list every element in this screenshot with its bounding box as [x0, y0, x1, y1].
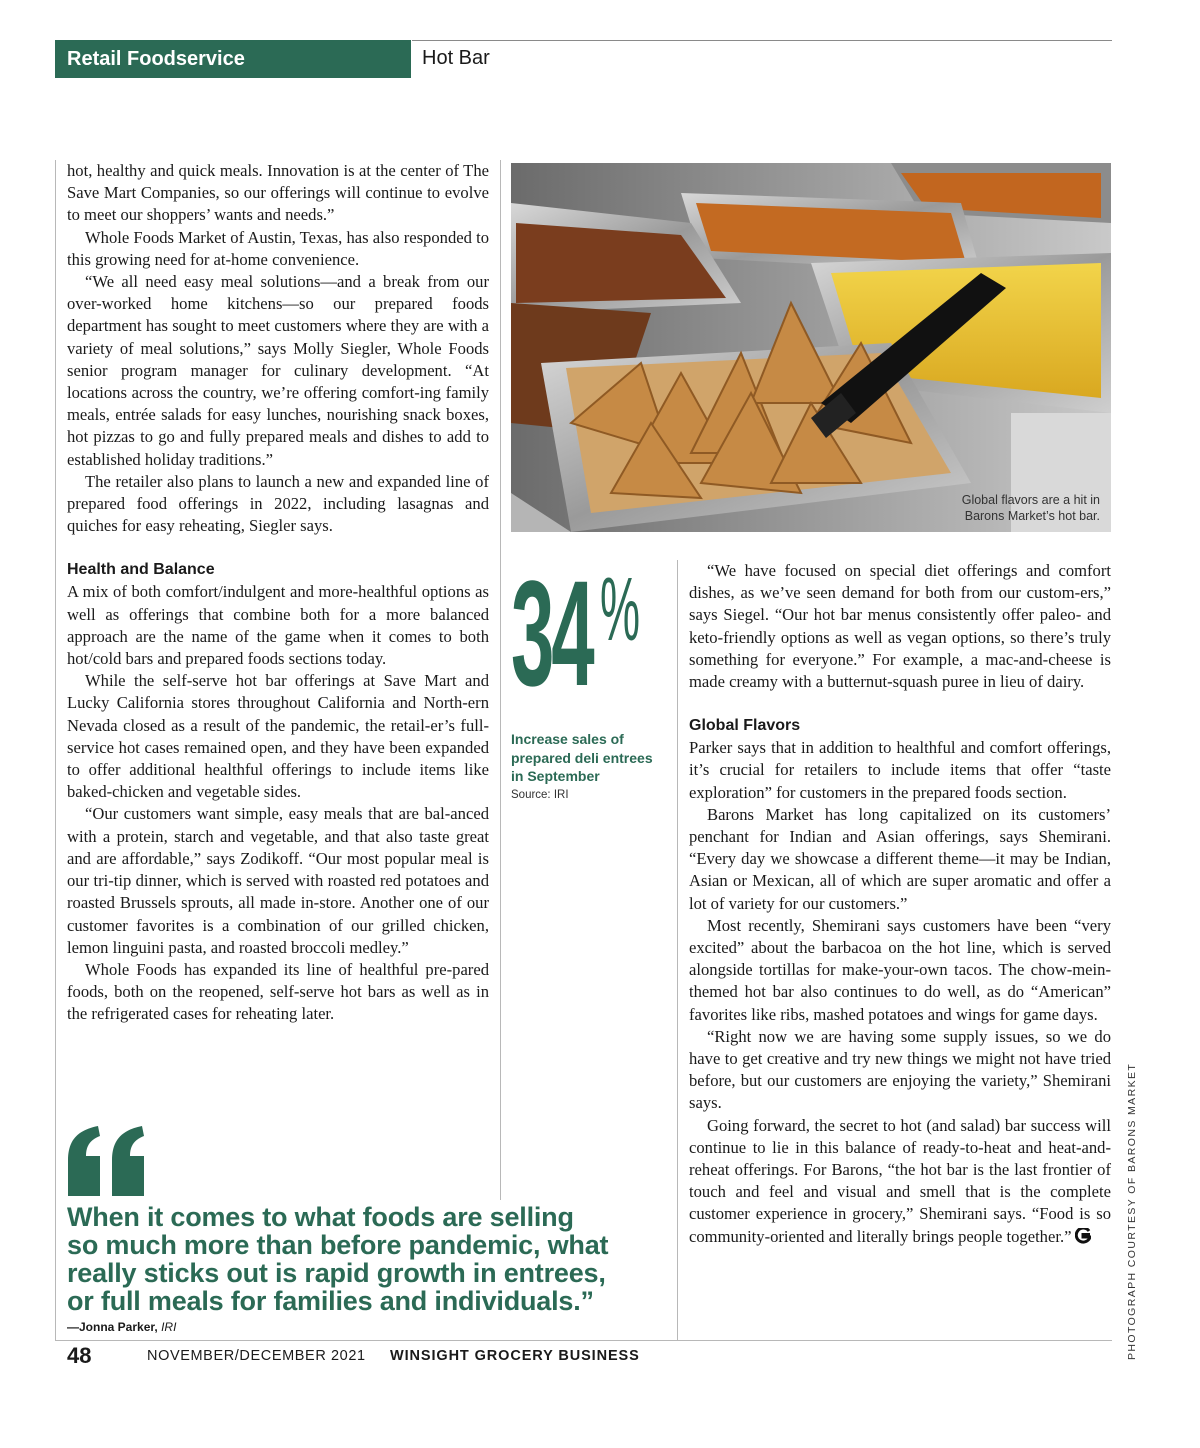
- body-paragraph: [67, 471, 489, 538]
- body-paragraph: [689, 915, 1111, 1026]
- pull-quote-line: really sticks out is rapid growth in entrees,: [67, 1258, 606, 1288]
- body-paragraph: [67, 581, 489, 670]
- column-rule-middle: [500, 160, 501, 1200]
- paragraph-text: “Right now we are having some supply issues, so we do have to get creative and try new things we might not have tried before, but our customers are enjoying the variety,” Shemirani says.: [689, 1026, 1111, 1113]
- body-paragraph: [67, 160, 489, 227]
- body-paragraph: [67, 271, 489, 471]
- header-rule: [412, 40, 1112, 41]
- photo-credit: PHOTOGRAPH COURTESY OF BARONS MARKET: [1126, 1062, 1138, 1360]
- paragraph-text: Most recently, Shemirani says customers have been “very excited” about the barbacoa on the hot line, which is served alongside tortillas for make-your-own tacos. The chow-mein-themed hot bar also continues to do well, as do “American” favorites like ribs, mashed potatoes and wings for game days.: [689, 915, 1111, 1024]
- body-paragraph: [67, 670, 489, 803]
- paragraph-text: Whole Foods Market of Austin, Texas, has also responded to this growing need for at-home convenience.: [67, 227, 489, 269]
- paragraph-text: “We have focused on special diet offerings and comfort dishes, as we’ve seen demand for both from our custom-ers,” says Siegel. “Our hot bar menus consistently offer paleo- and keto-friendly options as well as vegan options, so there’s truly something for everyone.” For example, a mac-and-cheese is made creamy with a butternut-squash puree in lieu of dairy.: [689, 561, 1111, 692]
- body-paragraph: [689, 1115, 1111, 1248]
- pull-quote-line: or full meals for families and individuals.”: [67, 1286, 594, 1316]
- bottom-rule: [55, 1340, 1112, 1341]
- body-paragraph: [689, 804, 1111, 915]
- article-column-right: [689, 560, 1111, 1248]
- issue-date: NOVEMBER/DECEMBER 2021: [147, 1348, 366, 1364]
- paragraph-text: The retailer also plans to launch a new and expanded line of prepared food offerings in 2022, including lasagnas and quiches for easy reheating, Siegler says.: [67, 471, 489, 536]
- section-tab: Retail Foodservice: [55, 40, 411, 78]
- publication-name: WINSIGHT GROCERY BUSINESS: [390, 1348, 640, 1364]
- body-paragraph: [67, 227, 489, 271]
- hot-bar-illustration: [511, 163, 1111, 532]
- section-subtitle: Hot Bar: [422, 47, 490, 69]
- photo-caption: [940, 492, 1100, 524]
- paragraph-text: While the self-serve hot bar offerings at Save Mart and Lucky California stores throughout California and North-ern Nevada closed as a result of the pandemic, the retail-er’s full-service hot cases remained open, and they have been expanded to offer additional healthful offerings to include items like baked-chicken and vegetable sides.: [67, 671, 489, 802]
- column-rule-left: [55, 160, 56, 1340]
- stat-number: 34: [511, 549, 592, 717]
- page-number: 48: [67, 1343, 92, 1368]
- section-gap: [689, 693, 1111, 715]
- body-paragraph: [67, 803, 489, 958]
- body-paragraph: [689, 737, 1111, 804]
- quote-mark-icon: [64, 1126, 148, 1196]
- hot-bar-photo: [511, 163, 1111, 532]
- paragraph-text: A mix of both comfort/indulgent and more-healthful options as well as offerings that combine both for a more balanced approach are the name of the game when it comes to both hot/cold bars and prepared foods sections today.: [67, 582, 489, 669]
- paragraph-text: “We all need easy meal solutions—and a break from our over-worked home kitchens—so our prepared foods department has sought to meet customers where they are with a variety of meal solutions,” says Molly Siegler, Whole Foods senior program manager for culinary development. “At locations across the country, we’re offering comfort-ing family meals, entrée salads for easy lunches, nourishing snack boxes, hot pizzas to go and fully prepared meals and dishes to add to established holiday traditions.”: [67, 272, 489, 469]
- paragraph-text: Going forward, the secret to hot (and salad) bar success will continue to lie in this balance of ready-to-heat and heat-and-reheat offerings. For Barons, “the hot bar is the last frontier of touch and feel and visual and smell that is the complete customer experience in grocery,” Shemirani says. “Food is so community-oriented and literally brings people together.”: [689, 1115, 1111, 1246]
- attribution-name: —Jonna Parker,: [67, 1320, 158, 1334]
- body-paragraph: [689, 1026, 1111, 1115]
- pull-quote-line: When it comes to what foods are selling: [67, 1202, 574, 1232]
- pull-quote-line: so much more than before pandemic, what: [67, 1230, 609, 1260]
- article-column-left: [67, 160, 489, 1026]
- paragraph-text: Parker says that in addition to healthful and comfort offerings, it’s crucial for retailers to include items that offer “taste exploration” for customers in the prepared foods section.: [689, 738, 1111, 802]
- stat-label-line: Increase sales of: [511, 731, 624, 747]
- section-heading: Global Flavors: [689, 717, 801, 735]
- stat-label-line: in September: [511, 768, 600, 784]
- stat-source: Source: IRI: [511, 789, 569, 801]
- stat-label: [511, 730, 671, 786]
- body-paragraph: [689, 560, 1111, 693]
- section-heading: Health and Balance: [67, 561, 215, 579]
- stat-label-line: prepared deli entrees: [511, 749, 653, 766]
- body-paragraph: [67, 959, 489, 1026]
- paragraph-text: hot, healthy and quick meals. Innovation is at the center of The Save Mart Companies, so our offerings will continue to evolve to meet our shoppers’ wants and needs.”: [67, 161, 489, 225]
- paragraph-text: Whole Foods has expanded its line of healthful pre-pared foods, both on the reopened, self-serve hot bars as well as in the refrigerated cases for reheating later.: [67, 959, 489, 1024]
- attribution-org: IRI: [161, 1320, 177, 1334]
- section-gap: [67, 537, 489, 559]
- paragraph-text: “Our customers want simple, easy meals that are bal-anced with a protein, starch and vegetable, and that also taste great and are affordable,” says Zodikoff. “Our most popular meal is our tri-tip dinner, which is served with roasted red potatoes and roasted Brussels sprouts, all made in-store. Another one of our customer favorites is a combination of our grilled chicken, lemon linguini pasta, and roasted broccoli medley.”: [67, 804, 489, 957]
- photo-caption-line: Global flavors are a hit in: [961, 493, 1100, 507]
- stat-percent-symbol: %: [600, 560, 641, 660]
- pull-quote: [67, 1203, 667, 1315]
- column-rule-sidebar: [677, 560, 678, 1340]
- paragraph-text: Barons Market has long capitalized on its customers’ penchant for Indian and Asian offerings, says Shemirani. “Every day we showcase a different theme—it may be Indian, Asian or Mexican, all of which are super aromatic and offer a lot of variety for our customers.”: [689, 804, 1111, 913]
- photo-caption-line: Barons Market’s hot bar.: [964, 509, 1100, 523]
- end-mark-icon: [1075, 1228, 1091, 1244]
